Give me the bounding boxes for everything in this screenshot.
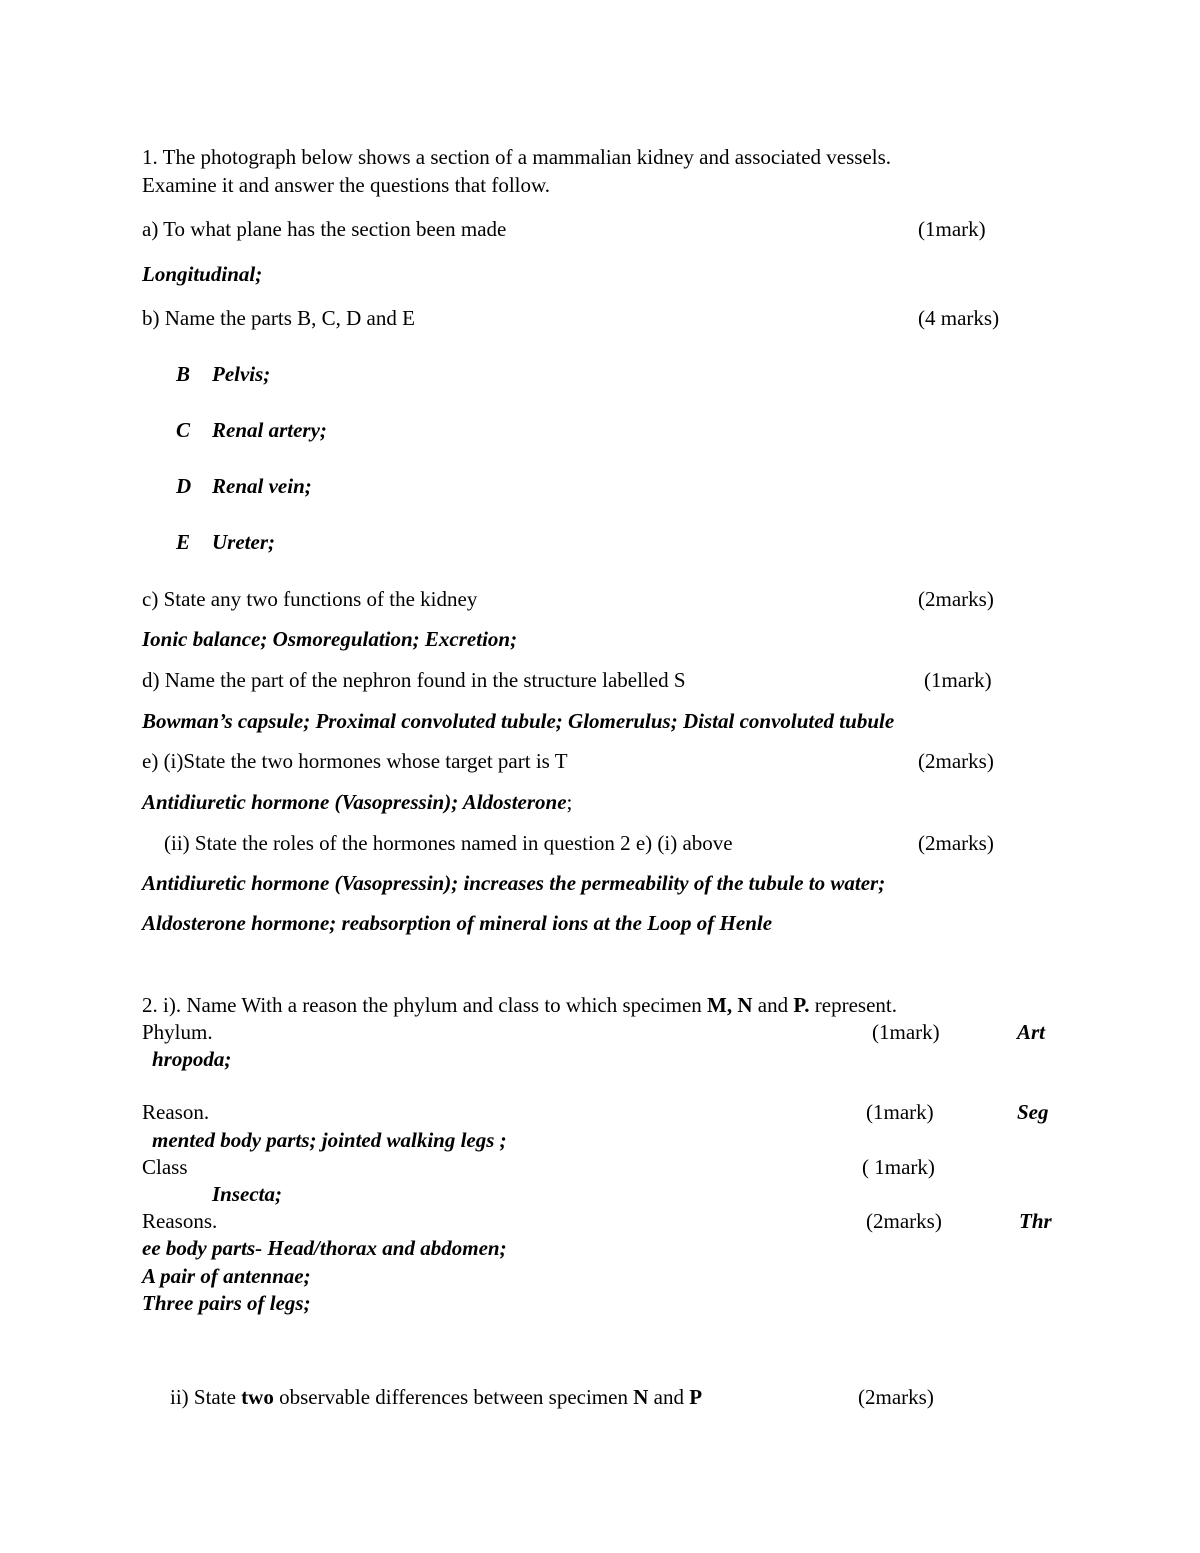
q2-intro-and: and — [752, 993, 794, 1017]
q1a-question: a) To what plane has the section been made — [142, 217, 507, 241]
specimen-p: P. — [793, 993, 810, 1017]
q1a-marks: (1mark) — [918, 217, 986, 241]
reasons-marks: (2marks) — [866, 1209, 942, 1233]
phylum-marks: (1mark) — [872, 1020, 940, 1044]
q2-intro-suffix: represent. — [809, 993, 897, 1017]
reasons-label: Reasons. — [142, 1209, 218, 1233]
part-label: C — [176, 418, 191, 442]
q1e-ii-question: (ii) State the roles of the hormones named in question 2 e) (i) above — [164, 831, 733, 855]
q1b-part-d — [176, 476, 312, 497]
part-label: D — [176, 474, 192, 498]
q2-ii-specimen-n: N — [633, 1385, 649, 1409]
q2-ii-specimen-p: P — [689, 1385, 703, 1409]
q1e-i-marks: (2marks) — [918, 749, 994, 773]
part-answer: Ureter; — [212, 530, 275, 554]
phylum-answer-cont: hropoda; — [152, 1047, 232, 1071]
q1b-part-e — [176, 532, 275, 553]
q1-intro-line2: Examine it and answer the questions that follow. — [142, 173, 551, 197]
q1b-question: b) Name the parts B, C, D and E — [142, 306, 415, 330]
part-answer: Renal artery; — [212, 418, 327, 442]
q1c-question: c) State any two functions of the kidney — [142, 587, 478, 611]
q2-ii-prefix: ii) State — [170, 1385, 242, 1409]
reasons-line2: A pair of antennae; — [142, 1264, 311, 1288]
class-label: Class — [142, 1155, 188, 1179]
reason-label: Reason. — [142, 1100, 210, 1124]
part-label: E — [176, 530, 191, 554]
reason-marks: (1mark) — [866, 1100, 934, 1124]
q1b-part-c — [176, 420, 327, 441]
specimen-m: M, — [707, 993, 733, 1017]
part-answer: Renal vein; — [212, 474, 312, 498]
reasons-answer-start: Thr — [1019, 1209, 1052, 1233]
part-label: B — [176, 362, 191, 386]
q1b-marks: (4 marks) — [918, 306, 1000, 330]
phylum-answer-start: Art — [1017, 1020, 1046, 1044]
reasons-answer-cont: ee body parts- Head/thorax and abdomen; — [142, 1236, 507, 1260]
class-marks: ( 1mark) — [862, 1155, 935, 1179]
phylum-label: Phylum. — [142, 1020, 213, 1044]
q2-ii-two: two — [241, 1385, 274, 1409]
q1-intro-line1: 1. The photograph below shows a section of a mammalian kidney and associated vessels. — [142, 145, 892, 169]
q1d-question: d) Name the part of the nephron found in the structure labelled S — [142, 668, 686, 692]
q1c-marks: (2marks) — [918, 587, 994, 611]
part-answer: Pelvis; — [212, 362, 271, 386]
q2-ii-and: and — [648, 1385, 690, 1409]
reasons-line3: Three pairs of legs; — [142, 1291, 311, 1315]
q1e-i-answer — [142, 792, 572, 813]
q1e-i-answer-text: Antidiuretic hormone (Vasopressin); Aldosterone — [142, 790, 567, 814]
q1e-ii-answer-line2: Aldosterone hormone; reabsorption of mineral ions at the Loop of Henle — [142, 911, 773, 935]
q2-intro — [142, 995, 897, 1016]
reason-answer-cont: mented body parts; jointed walking legs ; — [152, 1128, 507, 1152]
class-answer: Insecta; — [212, 1182, 282, 1206]
q2-ii-marks: (2marks) — [858, 1385, 934, 1409]
q2-ii-middle: observable differences between specimen — [273, 1385, 634, 1409]
q1d-marks: (1mark) — [924, 668, 992, 692]
q1e-i-question: e) (i)State the two hormones whose target part is T — [142, 749, 568, 773]
q1e-i-answer-tail: ; — [566, 790, 573, 814]
q1c-answer: Ionic balance; Osmoregulation; Excretion; — [142, 627, 518, 651]
q1e-ii-answer-line1: Antidiuretic hormone (Vasopressin); increases the permeability of the tubule to water; — [142, 871, 886, 895]
reason-answer-start: Seg — [1017, 1100, 1049, 1124]
q1d-answer: Bowman’s capsule; Proximal convoluted tubule; Glomerulus; Distal convoluted tubule — [142, 709, 895, 733]
q2-intro-prefix: 2. i). Name With a reason the phylum and class to which specimen — [142, 993, 708, 1017]
q1b-part-b — [176, 364, 270, 385]
q1e-ii-marks: (2marks) — [918, 831, 994, 855]
specimen-n: N — [737, 993, 753, 1017]
q2-ii-question — [170, 1387, 702, 1408]
q1a-answer: Longitudinal; — [142, 262, 263, 286]
